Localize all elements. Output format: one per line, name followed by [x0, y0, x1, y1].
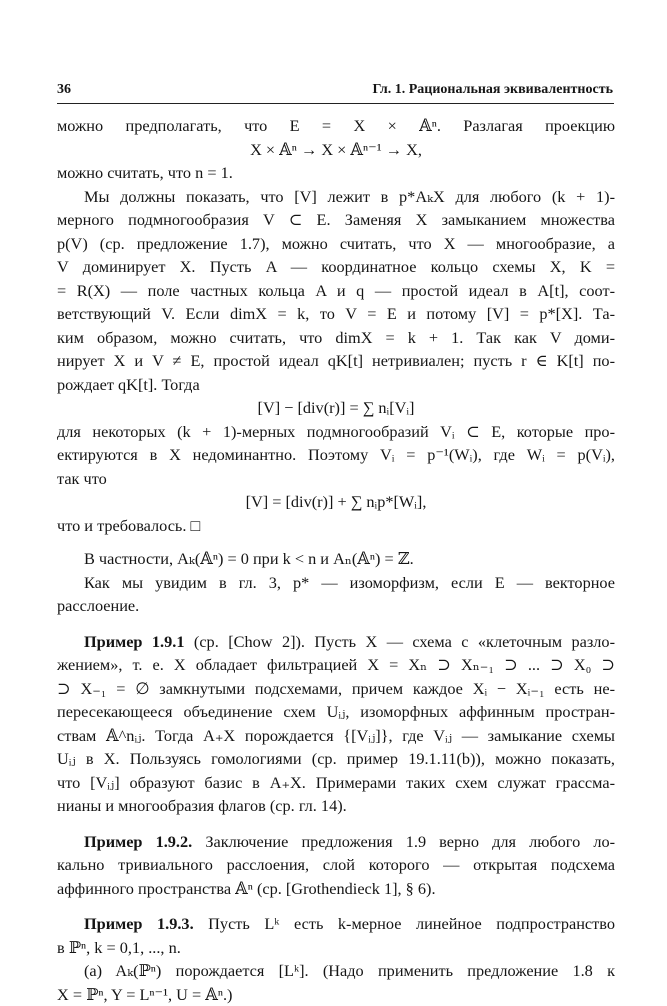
- text-line: Мы должны показать, что [V] лежит в p*AₖX для любого (k + 1)-: [57, 185, 615, 209]
- display-formula: X × 𝔸ⁿ → X × 𝔸ⁿ⁻¹ → X,: [57, 138, 615, 162]
- text-line: жением», т. е. X обладает фильтрацией X = Xₙ ⊃ Xₙ₋₁ ⊃ ... ⊃ X₀ ⊃: [57, 653, 615, 677]
- display-formula: [V] − [div(r)] = ∑ nᵢ[Vᵢ]: [57, 396, 615, 420]
- running-title: Гл. 1. Рациональная эквивалентность: [373, 82, 613, 98]
- text-line: Как мы увидим в гл. 3, p* — изоморфизм, если E — векторное: [57, 571, 615, 595]
- text-line: X = ℙⁿ, Y = Lⁿ⁻¹, U = 𝔸ⁿ.): [57, 983, 615, 1006]
- page-header: [57, 78, 613, 100]
- text-line: что [Vᵢⱼ] образуют базис в A₊X. Примерами таких схем служат грассма-: [57, 771, 615, 795]
- text-line: Uᵢⱼ в X. Пользуясь гомологиями (ср. пример 19.1.11(b)), можно показать,: [57, 747, 615, 771]
- text-line: (a) Aₖ(ℙⁿ) порождается [Lᵏ]. (Надо применить предложение 1.8 к: [57, 959, 615, 983]
- text-line: В частности, Aₖ(𝔸ⁿ) = 0 при k < n и Aₙ(𝔸ⁿ) = ℤ.: [57, 547, 615, 571]
- text-line: ветствующий V. Если dimX = k, то V = E и потому [V] = p*[X]. Та-: [57, 302, 615, 326]
- example-1-9-2-first-line: Пример 1.9.2. Заключение предложения 1.9 верно для любого ло-: [57, 830, 615, 854]
- text-line: расслоение.: [57, 594, 615, 618]
- text-line: пересекающееся объединение схем Uᵢⱼ, изоморфных аффинным простран-: [57, 700, 615, 724]
- text-line: ⊃ X₋₁ = ∅ замкнутыми подсхемами, причем каждое Xᵢ − Xᵢ₋₁ есть не-: [57, 677, 615, 701]
- text-line: так что: [57, 467, 615, 491]
- text-line: = R(X) — поле частных кольца A и q — простой идеал в A[t], соот-: [57, 279, 615, 303]
- text-line: нирует X и V ≠ E, простой идеал qK[t] нетривиален; пусть r ∈ K[t] по-: [57, 349, 615, 373]
- header-rule: [57, 103, 614, 104]
- text-line: можно предполагать, что E = X × 𝔸ⁿ. Разлагая проекцию: [57, 114, 615, 138]
- text-line: аффинного пространства 𝔸ⁿ (ср. [Grothendieck 1], § 6).: [57, 877, 615, 901]
- text-line: p(V) (ср. предложение 1.7), можно считать, что X — многообразие, а: [57, 232, 615, 256]
- text-line: кально тривиального расслоения, слой которого — открытая подсхема: [57, 853, 615, 877]
- display-formula: [V] = [div(r)] + ∑ nᵢp*[Wᵢ],: [57, 490, 615, 514]
- example-label: Пример 1.9.3.: [84, 914, 194, 933]
- example-label: Пример 1.9.1: [84, 632, 184, 651]
- text-line: мерного подмногообразия V ⊂ E. Заменяя X замыканием множества: [57, 208, 615, 232]
- text-line: ствам 𝔸^nᵢⱼ. Тогда A₊X порождается {[Vᵢⱼ]}, где Vᵢⱼ — замыкание схемы: [57, 724, 615, 748]
- text-line: нианы и многообразия флагов (ср. гл. 14).: [57, 794, 615, 818]
- text-line: что и требовалось. □: [57, 514, 615, 538]
- text-line: ектируются в X недоминантно. Поэтому Vᵢ = p⁻¹(Wᵢ), где Wᵢ = p(Vᵢ),: [57, 443, 615, 467]
- text-line: можно считать, что n = 1.: [57, 161, 615, 185]
- text-line: для некоторых (k + 1)-мерных подмногообразий Vᵢ ⊂ E, которые про-: [57, 420, 615, 444]
- page-body: [57, 114, 615, 1006]
- example-label: Пример 1.9.2.: [84, 832, 192, 851]
- example-1-9-3-first-line: Пример 1.9.3. Пусть Lᵏ есть k-мерное линейное подпространство: [57, 912, 615, 936]
- text-line: ким образом, можно считать, что dimX = k + 1. Так как V доми-: [57, 326, 615, 350]
- text-line: V доминирует X. Пусть A — координатное кольцо схемы X, K =: [57, 255, 615, 279]
- text-line: в ℙⁿ, k = 0,1, ..., n.: [57, 936, 615, 960]
- page-number: 36: [57, 82, 71, 98]
- example-1-9-1-first-line: Пример 1.9.1 (ср. [Chow 2]). Пусть X — схема с «клеточным разло-: [57, 630, 615, 654]
- text-line: рождает qK[t]. Тогда: [57, 373, 615, 397]
